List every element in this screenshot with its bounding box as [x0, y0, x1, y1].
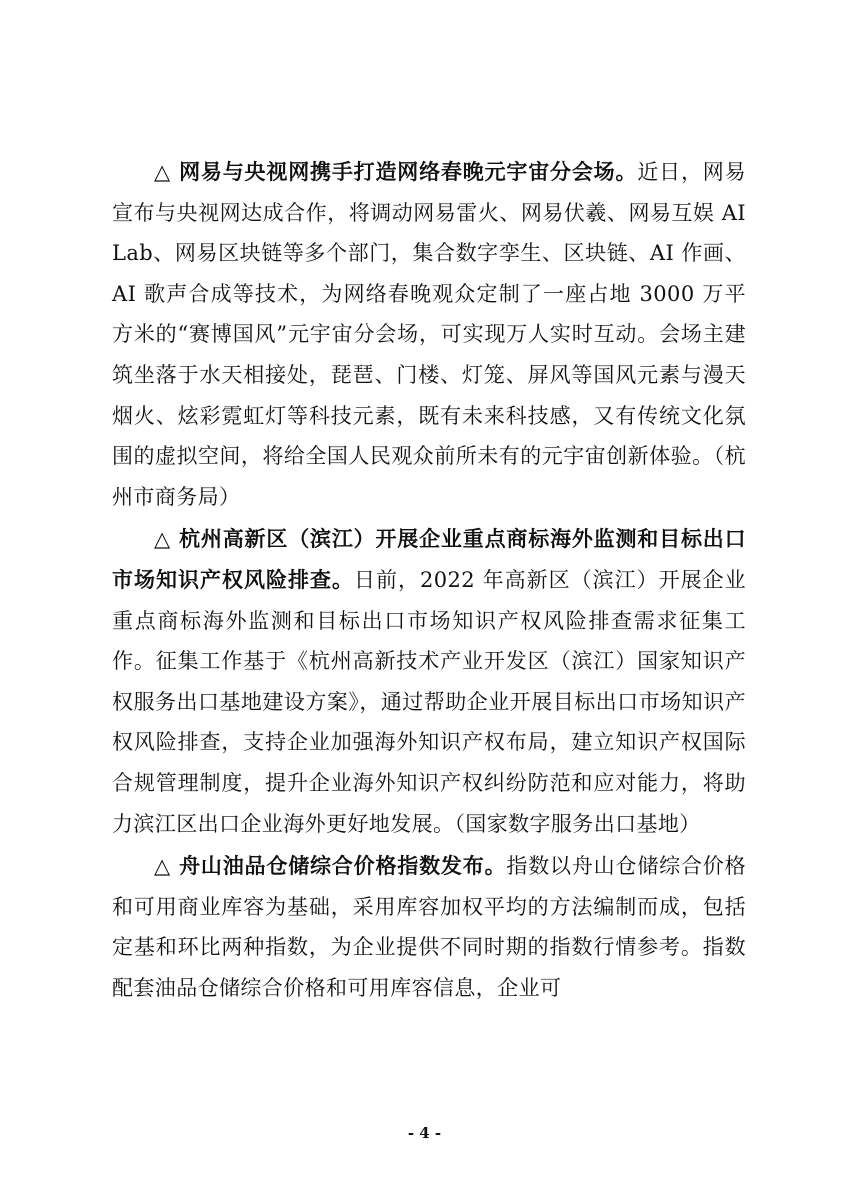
document-body: [112, 152, 746, 1010]
news-item-body: 日前，2022 年高新区（滨江）开展企业重点商标海外监测和目标出口市场知识产权风险排查需求征集工作。征集工作基于《杭州高新技术产业开发区（滨江）国家知识产权服务出口基地建设方案》，通过帮助企业开展目标出口市场知识产权风险排查，支持企业加强海外知识产权布局，建立知识产权国际合规管理制度，提升企业海外知识产权纠纷防范和应对能力，将助力滨江区出口企业海外更好地发展。（国家数字服务出口基地）: [112, 567, 746, 836]
news-item-zhoushan-oil: [112, 846, 746, 1008]
news-item-body: 指数以舟山仓储综合价格和可用商业库容为基础，采用库容加权平均的方法编制而成，包括定基和环比两种指数，为企业提供不同时期的指数行情参考。指数配套油品仓储综合价格和可用库容信息，企业可: [112, 854, 747, 1000]
news-item-netease: [112, 152, 746, 517]
news-item-heading: △ 舟山油品仓储综合价格指数发布。: [154, 853, 507, 879]
news-item-body: 近日，网易宣布与央视网达成合作，将调动网易雷火、网易伏羲、网易互娱 AI Lab、网易区块链等多个部门，集合数字孪生、区块链、AI 作画、AI 歌声合成等技术，为网络春晚观众定制了一座占地 3000 万平方米的“赛博国风”元宇宙分会场，可实现万人实时互动。会场主建筑坐落于水天相接处，琵琶、门楼、灯笼、屏风等国风元素与漫天烟火、炫彩霓虹灯等科技元素，既有未来科技感，又有传统文化氛围的虚拟空间，将给全国人民观众前所未有的元宇宙创新体验。（杭州市商务局）: [112, 160, 746, 509]
news-item-hangzhou-hitech: [112, 519, 746, 844]
news-item-heading: △ 杭州高新区（滨江）开展企业重点商标海外监测和目标出口市场知识产权风险排查。: [112, 526, 746, 592]
page-number: - 4 -: [407, 1124, 442, 1142]
news-item-heading: △ 网易与央视网携手打造网络春晚元宇宙分会场。: [154, 159, 638, 184]
